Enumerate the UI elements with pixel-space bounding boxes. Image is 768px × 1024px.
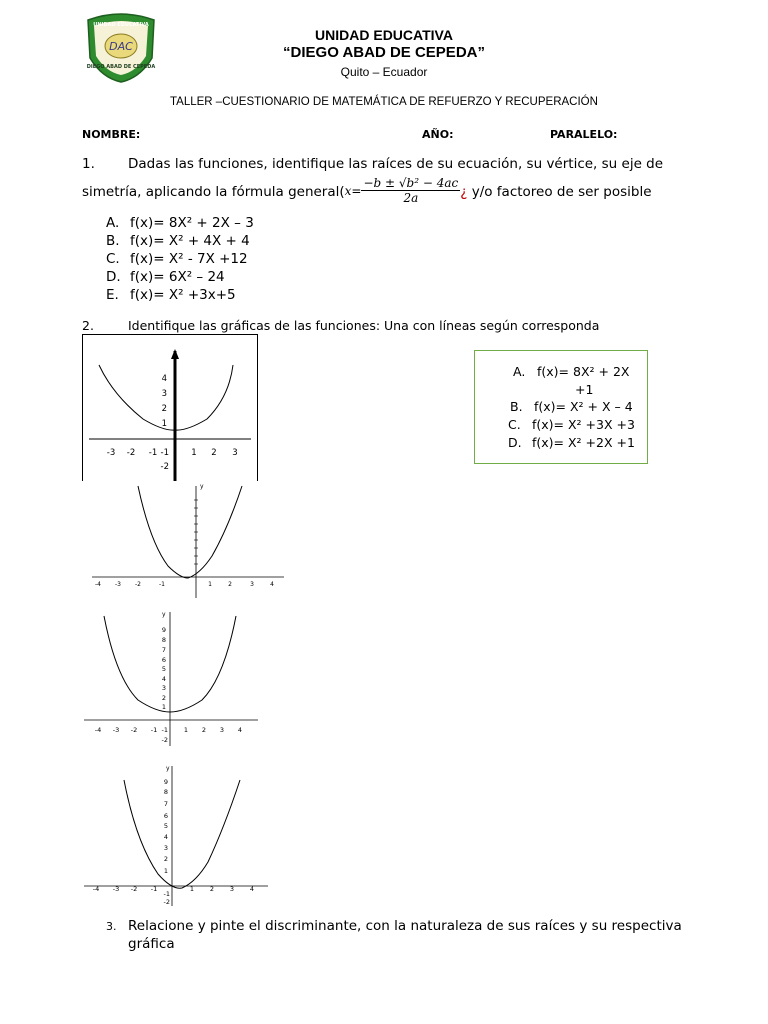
svg-text:y: y <box>162 611 166 618</box>
graph-4 <box>82 762 272 908</box>
svg-text:2: 2 <box>161 694 166 702</box>
graph-1-y-labels <box>161 374 169 472</box>
q1-option: E. f(x)= X² +3x+5 <box>106 287 236 303</box>
q1-option: A. f(x)= 8X² + 2X – 3 <box>106 215 254 231</box>
svg-text:5: 5 <box>161 665 166 673</box>
logo-top-text: UNIDAD EDUCATIVA <box>93 22 149 28</box>
school-name: “DIEGO ABAD DE CEPEDA” <box>283 44 485 61</box>
svg-text:-1: -1 <box>163 890 170 898</box>
svg-text:2: 2 <box>209 885 215 893</box>
svg-text:1: 1 <box>161 703 166 711</box>
q1-text-line1: Dadas las funciones, identifique las raíces de su ecuación, su vértice, su eje de <box>128 156 664 172</box>
svg-text:-4: -4 <box>94 726 102 734</box>
q1-option: C. f(x)= X² - 7X +12 <box>106 251 248 267</box>
graph-2-frame <box>88 482 288 600</box>
svg-text:-1: -1 <box>150 726 158 734</box>
svg-text:2: 2 <box>161 404 167 414</box>
svg-text:4: 4 <box>161 675 166 683</box>
q2-option: C. f(x)= X² +3X +3 <box>508 417 635 432</box>
svg-text:3: 3 <box>161 684 166 692</box>
svg-text:4: 4 <box>161 374 167 384</box>
svg-text:-3: -3 <box>112 726 120 734</box>
graph-1-frame <box>82 334 258 481</box>
svg-text:1: 1 <box>208 581 212 588</box>
q1-number: 1. <box>82 156 95 172</box>
graph-2 <box>88 482 288 600</box>
q1-option: B. f(x)= X² + 4X + 4 <box>106 233 250 249</box>
name-field-label: NOMBRE: <box>82 128 141 141</box>
school-type: UNIDAD EDUCATIVA <box>315 27 453 43</box>
svg-text:1: 1 <box>163 867 168 875</box>
q3-text-line1: Relacione y pinte el discriminante, con la naturaleza de sus raíces y su respectiva <box>128 918 682 934</box>
q3-number: 3. <box>106 920 117 933</box>
logo-bottom-text: DIEGO ABAD DE CEPEDA <box>86 64 156 70</box>
svg-text:2: 2 <box>211 448 217 458</box>
svg-text:4: 4 <box>237 726 243 734</box>
formula-numerator: −b ± √b² − 4ac <box>363 176 459 190</box>
logo-monogram: DAC <box>109 40 133 53</box>
formula-mark: ¿ <box>460 183 468 200</box>
q2-option-continuation: +1 <box>575 382 594 397</box>
q2-number: 2. <box>82 318 94 333</box>
svg-text:y: y <box>200 483 204 490</box>
q2-text: Identifique las gráficas de las funciones: Una con líneas según corresponda <box>128 318 600 333</box>
svg-text:3: 3 <box>161 389 167 399</box>
svg-text:-2: -2 <box>163 898 170 906</box>
svg-text:-3: -3 <box>106 448 116 458</box>
svg-text:9: 9 <box>163 778 168 786</box>
q2-option: A. f(x)= 8X² + 2X <box>513 364 630 379</box>
year-field-label: AÑO: <box>422 128 454 141</box>
q2-option: D. f(x)= X² +2X +1 <box>508 435 635 450</box>
q1-text-factoring: y/o factoreo de ser posible <box>467 183 652 200</box>
svg-text:4: 4 <box>249 885 255 893</box>
formula-denominator: 2a <box>403 191 419 205</box>
svg-text:3: 3 <box>163 844 168 852</box>
worksheet-title: TALLER –CUESTIONARIO DE MATEMÁTICA DE REFUERZO Y RECUPERACIÓN <box>170 96 598 108</box>
q1-option: D. f(x)= 6X² – 24 <box>106 269 225 285</box>
q2-option: B. f(x)= X² + X – 4 <box>510 399 633 414</box>
q1-text-general: simetría, aplicando la fórmula general( <box>82 183 345 200</box>
svg-text:-2: -2 <box>135 581 141 588</box>
svg-text:9: 9 <box>161 626 166 634</box>
svg-text:3: 3 <box>229 885 235 893</box>
svg-text:6: 6 <box>163 812 168 820</box>
formula-lhs: x= <box>344 183 362 198</box>
svg-text:-4: -4 <box>95 581 101 588</box>
svg-text:6: 6 <box>161 656 166 664</box>
graph-3 <box>82 608 260 748</box>
quadratic-formula <box>345 176 461 205</box>
svg-text:-1: -1 <box>150 885 158 893</box>
school-logo <box>80 12 162 84</box>
svg-text:-2: -2 <box>130 885 138 893</box>
graph-3-frame <box>82 608 260 748</box>
graph-1-arrow <box>171 349 179 359</box>
svg-text:4: 4 <box>270 581 274 588</box>
svg-text:2: 2 <box>228 581 232 588</box>
svg-text:-2: -2 <box>161 736 168 744</box>
svg-text:-3: -3 <box>112 885 120 893</box>
svg-text:-2: -2 <box>126 448 136 458</box>
svg-text:-1: -1 <box>160 448 169 458</box>
q1-text-line2 <box>82 176 652 205</box>
svg-text:7: 7 <box>161 646 166 654</box>
svg-text:2: 2 <box>163 855 168 863</box>
graph-1 <box>83 335 257 481</box>
svg-text:7: 7 <box>163 800 168 808</box>
svg-text:5: 5 <box>163 822 168 830</box>
svg-text:2: 2 <box>201 726 207 734</box>
q1-options <box>106 214 254 304</box>
svg-text:8: 8 <box>163 788 168 796</box>
svg-text:-1: -1 <box>159 581 165 588</box>
svg-text:-2: -2 <box>160 462 169 472</box>
svg-text:-1: -1 <box>161 726 168 734</box>
svg-text:3: 3 <box>219 726 225 734</box>
svg-text:3: 3 <box>250 581 254 588</box>
svg-text:4: 4 <box>163 833 168 841</box>
svg-text:3: 3 <box>232 448 238 458</box>
svg-text:-3: -3 <box>115 581 121 588</box>
svg-text:-4: -4 <box>92 885 100 893</box>
svg-text:1: 1 <box>161 419 167 429</box>
svg-text:y: y <box>166 765 170 772</box>
svg-text:8: 8 <box>161 636 166 644</box>
q3-text-line2: gráfica <box>128 936 175 952</box>
svg-text:-2: -2 <box>130 726 138 734</box>
school-location: Quito – Ecuador <box>340 65 428 79</box>
parallel-field-label: PARALELO: <box>550 128 618 141</box>
svg-text:1: 1 <box>189 885 195 893</box>
graph-4-frame <box>82 762 272 908</box>
graph-1-x-labels <box>107 448 238 458</box>
svg-text:1: 1 <box>191 448 197 458</box>
svg-text:1: 1 <box>183 726 189 734</box>
q2-options-box <box>474 350 648 464</box>
svg-text:-1: -1 <box>148 448 158 458</box>
